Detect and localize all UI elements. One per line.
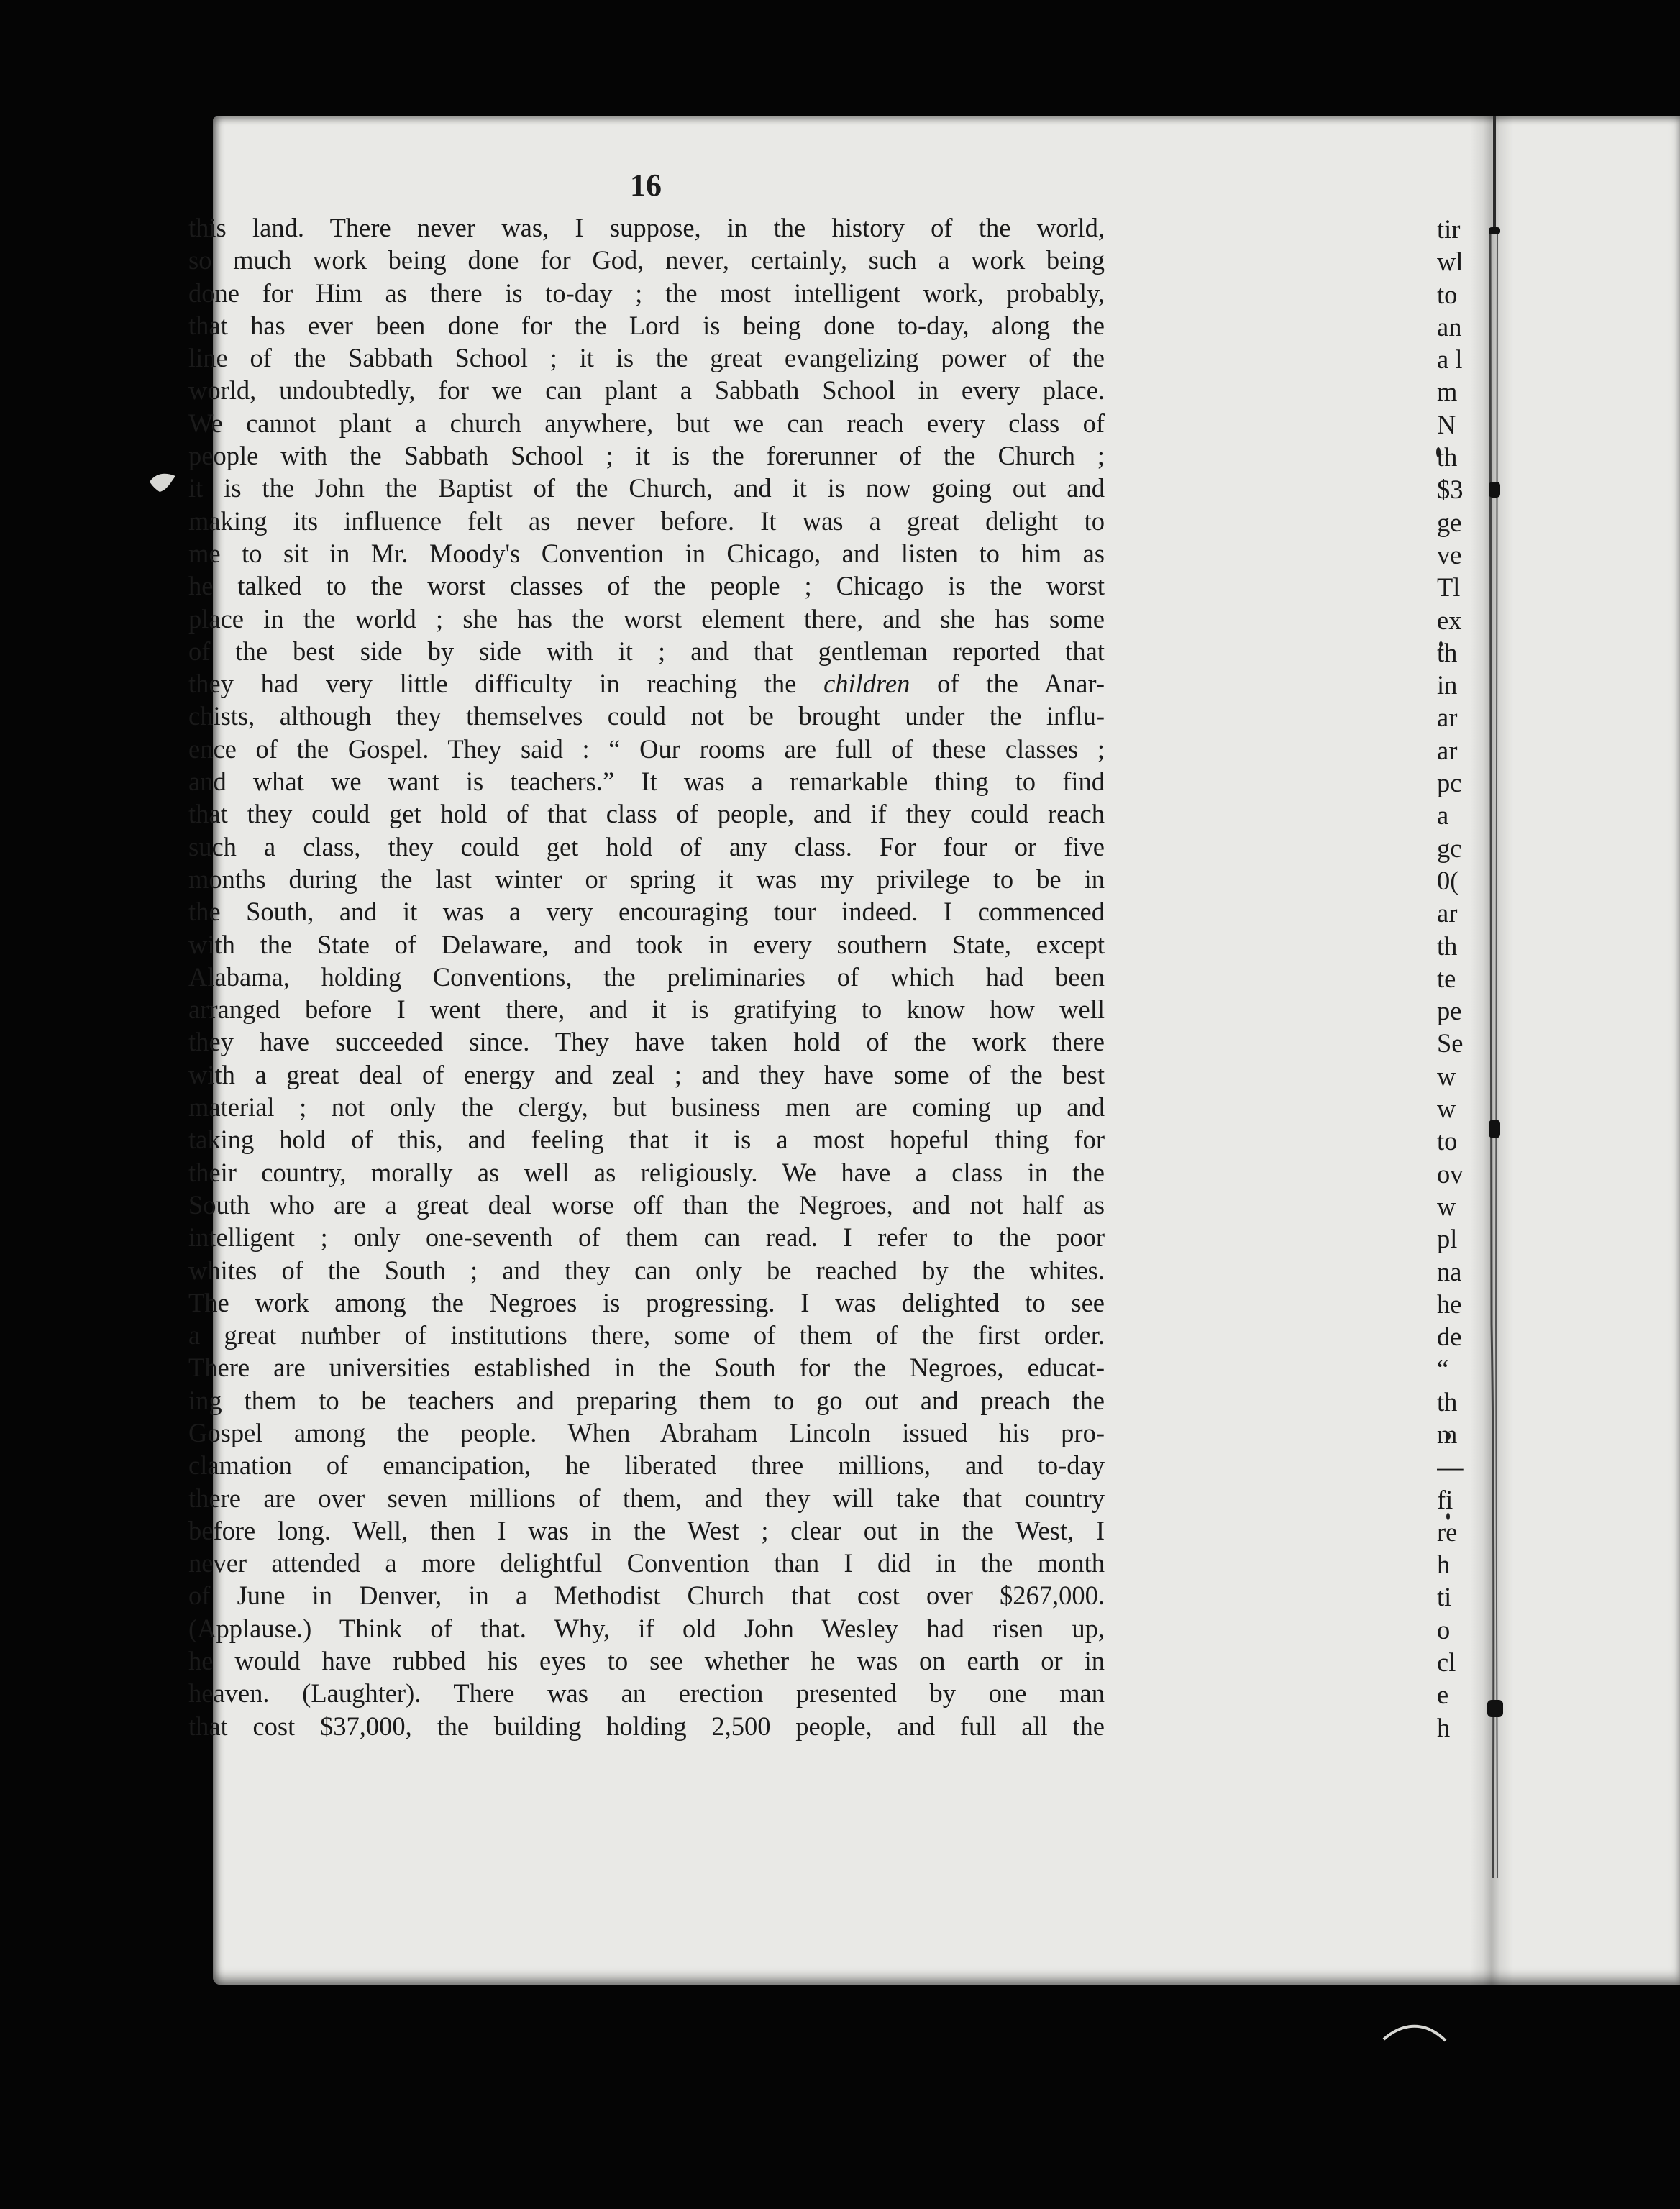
text-line: a great number of institutions there, some of them of the first order. xyxy=(188,1320,1105,1350)
facing-page-fragment: th xyxy=(1437,930,1458,961)
facing-page-fragment: w xyxy=(1437,1094,1456,1124)
facing-page-fragment: e xyxy=(1437,1680,1449,1710)
scratch-mark-icon xyxy=(1382,2021,1447,2042)
text-line: me to sit in Mr. Moody's Convention in Chicago, and listen to him as xyxy=(188,538,1105,568)
facing-page-fragment: ar xyxy=(1437,735,1458,765)
text-line: months during the last winter or spring it was my privilege to be in xyxy=(188,864,1105,894)
text-line: this land. There never was, I suppose, in the history of the world, xyxy=(188,213,1105,242)
text-line: arranged before I went there, and it is gratifying to know how well xyxy=(188,994,1105,1025)
facing-page-fragment: an xyxy=(1437,311,1462,342)
text-line: Alabama, holding Conventions, the preliminaries of which had been xyxy=(188,961,1105,992)
facing-page-fragment: Se xyxy=(1437,1028,1464,1058)
facing-page-fragment: to xyxy=(1437,1126,1458,1156)
facing-page-fragment: — xyxy=(1437,1452,1464,1482)
text-line: people with the Sabbath School ; it is the forerunner of the Church ; xyxy=(188,441,1105,471)
text-line: South who are a great deal worse off than the Negroes, and not half as xyxy=(188,1189,1105,1220)
facing-page-fragment: h xyxy=(1437,1550,1451,1580)
text-line: they have succeeded since. They have taken hold of the work there xyxy=(188,1027,1105,1057)
text-line: and what we want is teachers.” It was a remarkable thing to find xyxy=(188,767,1105,797)
text-line: they had very little difficulty in reaching the children of the Anar- xyxy=(188,669,1105,699)
text-line: before long. Well, then I was in the West ; clear out in the West, I xyxy=(188,1515,1105,1545)
facing-page-fragment: Tl xyxy=(1437,572,1461,603)
facing-page-fragment: pc xyxy=(1437,768,1462,798)
facing-page-fragment: pe xyxy=(1437,996,1462,1026)
facing-page-fragment: fi xyxy=(1437,1484,1453,1514)
facing-page-fragment: th xyxy=(1437,1386,1458,1417)
text-line: such a class, they could get hold of any class. For four or five xyxy=(188,831,1105,861)
text-line: he would have rubbed his eyes to see whether he was on earth or in xyxy=(188,1646,1105,1676)
facing-page-fragment: he xyxy=(1437,1289,1462,1319)
text-line: world, undoubtedly, for we can plant a Sabbath School in every place. xyxy=(188,375,1105,406)
body-text xyxy=(188,211,1105,1742)
facing-page-fragment: ar xyxy=(1437,703,1458,733)
text-line: line of the Sabbath School ; it is the great evangelizing power of the xyxy=(188,343,1105,373)
text-line: There are universities established in the South for the Negroes, educat- xyxy=(188,1353,1105,1383)
facing-page-fragment: N xyxy=(1437,409,1456,439)
text-line: Gospel among the people. When Abraham Lincoln issued his pro- xyxy=(188,1417,1105,1447)
facing-page-fragment: “ xyxy=(1437,1354,1449,1384)
text-line: of the best side by side with it ; and that gentleman reported that xyxy=(188,636,1105,666)
text-line: that has ever been done for the Lord is being done to-day, along the xyxy=(188,310,1105,340)
facing-page-fragment: ex xyxy=(1437,605,1462,635)
text-line: with a great deal of energy and zeal ; and they have some of the best xyxy=(188,1059,1105,1089)
text-line: that cost $37,000, the building holding 2,500 people, and full all the xyxy=(188,1711,1105,1741)
facing-page-fragment: in xyxy=(1437,670,1458,700)
text-line: (Applause.) Think of that. Why, if old John Wesley had risen up, xyxy=(188,1613,1105,1643)
facing-page-fragment: th xyxy=(1437,637,1458,667)
text-line: whites of the South ; and they can only be reached by the whites. xyxy=(188,1255,1105,1285)
facing-page-fragment: h xyxy=(1437,1712,1451,1742)
text-line: taking hold of this, and feeling that it is a most hopeful thing for xyxy=(188,1125,1105,1155)
text-line: making its influence felt as never before. It was a great delight to xyxy=(188,506,1105,536)
facing-page-fragment: m xyxy=(1437,377,1458,407)
text-line: so much work being done for God, never, certainly, such a work being xyxy=(188,245,1105,275)
facing-page-fragment: m xyxy=(1437,1419,1458,1449)
facing-page-fragment: te xyxy=(1437,963,1456,993)
facing-page-fragment: ov xyxy=(1437,1158,1464,1189)
facing-page-fragment: na xyxy=(1437,1256,1462,1286)
text-line: that they could get hold of that class of people, and if they could reach xyxy=(188,799,1105,829)
facing-page-fragment: w xyxy=(1437,1061,1456,1091)
text-line: the South, and it was a very encouraging tour indeed. I commenced xyxy=(188,897,1105,927)
text-line: ence of the Gospel. They said : “ Our rooms are full of these classes ; xyxy=(188,733,1105,764)
text-line: material ; not only the clergy, but business men are coming up and xyxy=(188,1092,1105,1122)
binding-thread-icon xyxy=(1480,116,1509,1985)
text-line: ing them to be teachers and preparing them to go out and preach the xyxy=(188,1385,1105,1415)
facing-page-fragment: cl xyxy=(1437,1647,1456,1678)
text-line: there are over seven millions of them, and they will take that country xyxy=(188,1483,1105,1513)
text-line: The work among the Negroes is progressing. I was delighted to see xyxy=(188,1287,1105,1317)
facing-page-fragment: $3 xyxy=(1437,475,1464,505)
emphasized-word: children xyxy=(823,669,910,699)
margin-smudge-icon xyxy=(147,469,181,495)
facing-page-fragment: ge xyxy=(1437,507,1462,537)
text-line: it is the John the Baptist of the Church, and it is now going out and xyxy=(188,473,1105,503)
facing-page-fragment: o xyxy=(1437,1614,1451,1645)
facing-page-fragment: a l xyxy=(1437,344,1463,375)
text-line: never attended a more delightful Convention than I did in the month xyxy=(188,1548,1105,1578)
page-number: 16 xyxy=(630,168,662,203)
facing-page-fragment: a xyxy=(1437,800,1449,831)
text-line: with the State of Delaware, and took in every southern State, except xyxy=(188,929,1105,959)
facing-page-fragment: w xyxy=(1437,1191,1456,1221)
facing-page-fragment: th xyxy=(1437,442,1458,472)
text-line: intelligent ; only one-seventh of them can read. I refer to the poor xyxy=(188,1222,1105,1253)
facing-page-fragment: ve xyxy=(1437,539,1462,570)
text-line: chists, although they themselves could not be brought under the influ- xyxy=(188,701,1105,731)
text-line: he talked to the worst classes of the people ; Chicago is the worst xyxy=(188,571,1105,601)
facing-page-fragment: 0( xyxy=(1437,865,1459,895)
text-line: their country, morally as well as religiously. We have a class in the xyxy=(188,1157,1105,1187)
facing-page-fragment: ti xyxy=(1437,1582,1452,1612)
facing-page-fragment: pl xyxy=(1437,1224,1458,1254)
facing-page-fragment: gc xyxy=(1437,833,1462,863)
facing-page-fragment: ar xyxy=(1437,898,1458,928)
text-line: done for Him as there is to-day ; the most intelligent work, probably, xyxy=(188,278,1105,308)
text-line: clamation of emancipation, he liberated three millions, and to-day xyxy=(188,1450,1105,1481)
facing-page-fragment: wl xyxy=(1437,247,1464,277)
facing-page-fragment: tir xyxy=(1437,214,1461,244)
facing-page-fragment: de xyxy=(1437,1322,1462,1352)
text-line: heaven. (Laughter). There was an erection presented by one man xyxy=(188,1678,1105,1709)
text-line: place in the world ; she has the worst element there, and she has some xyxy=(188,603,1105,634)
text-line: of June in Denver, in a Methodist Church that cost over $267,000. xyxy=(188,1581,1105,1611)
text-line: We cannot plant a church anywhere, but we can reach every class of xyxy=(188,408,1105,438)
facing-page-edge xyxy=(1437,213,1467,1744)
facing-page-fragment: to xyxy=(1437,279,1458,309)
facing-page-fragment: re xyxy=(1437,1517,1458,1547)
